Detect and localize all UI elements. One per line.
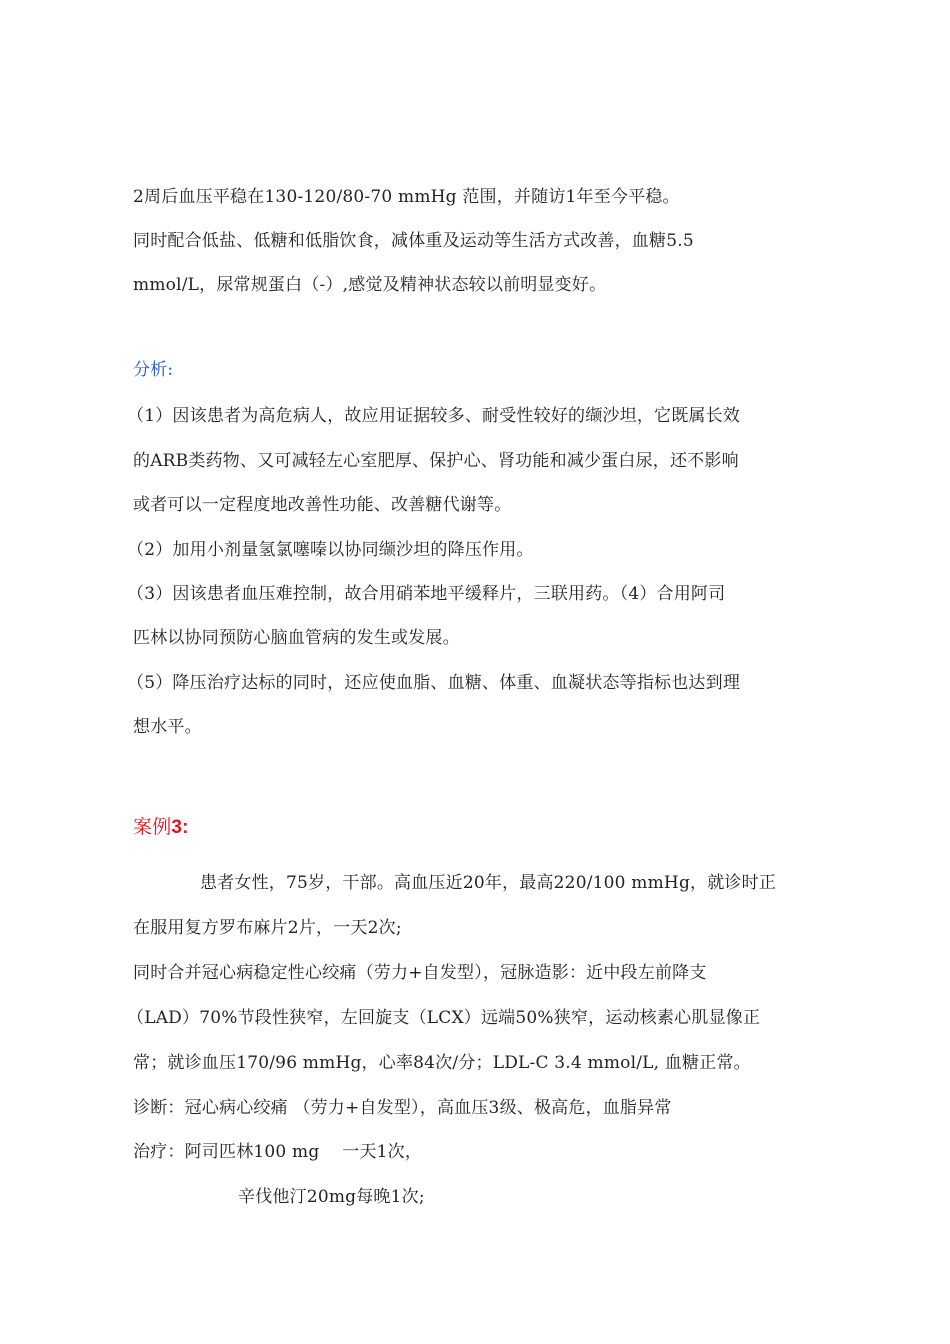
analysis-line-2: 的ARB类药物、又可减轻左心室肥厚、保护心、肾功能和减少蛋白尿，还不影响: [133, 451, 739, 471]
result-line-1: 2周后血压平稳在130-120/80-70 mmHg 范围，并随访1年至今平稳。: [133, 187, 680, 207]
case3-line-4: （LAD）70%节段性狭窄，左回旋支（LCX）远端50%狭窄，运动核素心肌显像正: [127, 1008, 761, 1028]
case3-line-5: 常；就诊血压170/96 mmHg，心率84次/分；LDL-C 3.4 mmol/L, 血糖正常。: [133, 1053, 751, 1073]
analysis-line-5: （3）因该患者血压难控制，故合用硝苯地平缓释片，三联用药。（4）合用阿司: [127, 584, 726, 604]
analysis-line-1: （1）因该患者为高危病人，故应用证据较多、耐受性较好的缬沙坦，它既属长效: [127, 406, 741, 426]
case3-treatment-line-2: 辛伐他汀20mg每晚1次;: [238, 1187, 425, 1207]
analysis-line-8: 想水平。: [133, 717, 202, 737]
case3-line-2: 在服用复方罗布麻片2片，一天2次;: [133, 918, 402, 938]
case3-heading-text: 案例: [133, 816, 172, 838]
analysis-line-3: 或者可以一定程度地改善性功能、改善糖代谢等。: [133, 495, 512, 515]
case3-line-1: 患者女性，75岁，干部。高血压近20年，最高220/100 mmHg，就诊时正: [200, 873, 777, 893]
result-line-3: mmol/L，尿常规蛋白（-）,感觉及精神状态较以前明显变好。: [133, 275, 607, 295]
analysis-heading: 分析:: [133, 360, 174, 380]
case3-heading-number: 3:: [171, 817, 189, 838]
case3-diagnosis-line: 诊断：冠心病心绞痛 （劳力+自发型），高血压3级、极高危，血脂异常: [133, 1098, 672, 1118]
result-line-2: 同时配合低盐、低糖和低脂饮食，减体重及运动等生活方式改善，血糖5.5: [133, 231, 694, 251]
analysis-line-7: （5）降压治疗达标的同时，还应使血脂、血糖、体重、血凝状态等指标也达到理: [127, 673, 741, 693]
analysis-line-6: 匹林以协同预防心脑血管病的发生或发展。: [133, 628, 460, 648]
case3-line-3: 同时合并冠心病稳定性心绞痛（劳力+自发型），冠脉造影：近中段左前降支: [133, 963, 707, 983]
case3-heading: [133, 816, 189, 839]
analysis-line-4: （2）加用小剂量氢氯噻嗪以协同缬沙坦的降压作用。: [127, 540, 534, 560]
case3-treatment-line: 治疗：阿司匹林100 mg 一天1次，: [133, 1142, 423, 1162]
